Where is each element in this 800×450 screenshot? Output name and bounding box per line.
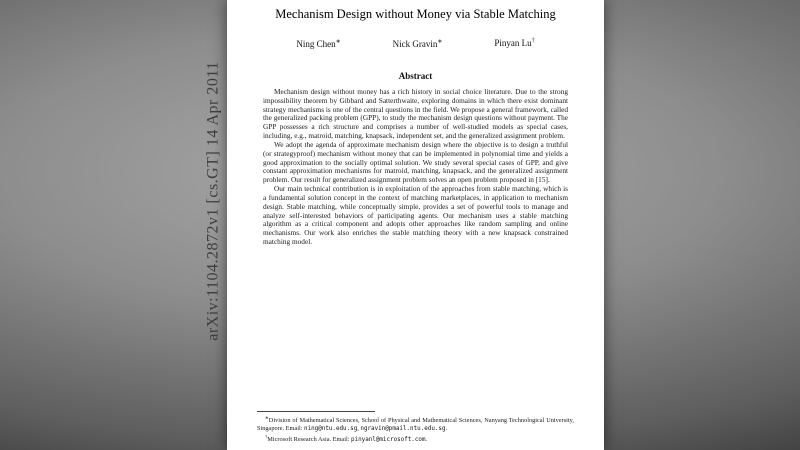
author-affiliation-mark: † bbox=[531, 38, 535, 44]
paper-title: Mechanism Design without Money via Stable Matching bbox=[275, 7, 556, 21]
footnote: †Microsoft Research Asia. Email: pinyanl@microsoft.com. bbox=[265, 433, 428, 443]
abstract-paragraph: Mechanism design without money has a rich history in social choice literature. Due to the strong impossibility theorem by Gibbard and Satterthwaite, exploring domains in which there exist dominant strategy mechanisms is one of the central questions in the field. We propose a general framework, called the generalized packing problem (GPP), to study the mechanism design questions without payment. The GPP possesses a rich structure and comprises a number of well-studied models as special cases, including, e.g., matroid, matching, knapsack, independent set, and the generalized assignment problem. bbox=[263, 87, 568, 141]
author: Pinyan Lu† bbox=[494, 38, 535, 48]
email-link[interactable]: pinyanl@microsoft.com bbox=[351, 436, 426, 443]
abstract-section bbox=[263, 71, 568, 247]
author: Nick Gravin∗ bbox=[392, 39, 443, 49]
footnote: ∗Division of Mathematical Sciences, School of Physical and Mathematical Sciences, Nanyang Technological University, Singapore. Email: ning@ntu.edu.sg, ngravin@pmail.ntu.edu.sg. bbox=[257, 415, 574, 433]
footnote-mark: ∗ bbox=[265, 415, 269, 421]
abstract-paragraph: We adopt the agenda of approximate mechanism design where the objective is to design a truthful (or strategyproof) mechanism without money that can be implemented in polynomial time and yields a good approximation to the socially optimal solution. We study several special cases of GPP, and give constant approximation mechanisms for matroid, matching, knapsack, and the generalized assignment problem. Our result for generalized assignment problem solves an open problem proposed in [15]. bbox=[263, 139, 568, 185]
abstract-heading: Abstract bbox=[398, 71, 433, 81]
abstract-paragraph: Our main technical contribution is in exploitation of the approaches from stable matching, which is a fundamental solution concept in the context of matching marketplaces, in application to mechanism design. Stable matching, while conceptually simple, provides a set of powerful tools to manage and analyze self-interested behaviors of participating agents. Our mechanism uses a stable matching algorithm as a critical component and adopts other approaches like random sampling and online mechanisms. Our work also enriches the stable matching theory with a new knapsack constrained matching model. bbox=[263, 184, 568, 247]
email-link[interactable]: ngravin@pmail.ntu.edu.sg bbox=[360, 426, 446, 433]
footnotes-section bbox=[257, 411, 574, 444]
author-affiliation-mark: ∗ bbox=[335, 39, 341, 45]
email-link[interactable]: ning@ntu.edu.sg bbox=[304, 426, 358, 433]
author-list bbox=[227, 38, 604, 49]
author: Ning Chen∗ bbox=[296, 39, 341, 49]
arxiv-stamp: arXiv:1104.2872v1 [cs.GT] 14 Apr 2011 bbox=[204, 61, 222, 341]
footnote-mark: † bbox=[265, 433, 268, 439]
author-affiliation-mark: ∗ bbox=[437, 39, 443, 45]
paper-page bbox=[227, 0, 604, 450]
footnote-rule bbox=[257, 411, 375, 412]
